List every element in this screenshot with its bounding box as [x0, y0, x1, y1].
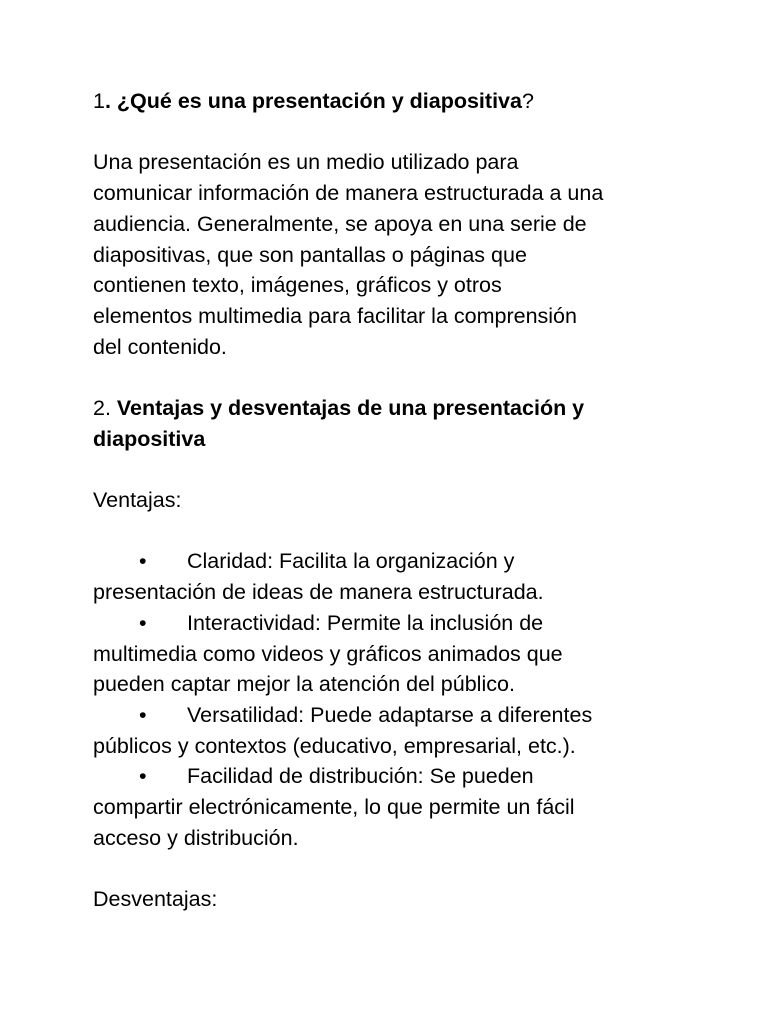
section1-title: . ¿Qué es una presentación y diapositiva	[104, 89, 522, 113]
bullet-icon: •	[139, 549, 147, 574]
advantages-label: Ventajas:	[93, 488, 182, 513]
bullet-icon: •	[139, 610, 147, 635]
list-item	[93, 761, 713, 853]
document-page	[93, 86, 713, 915]
list-item-line: pueden captar mejor la atención del público.	[93, 672, 515, 697]
list-item-first-line: Claridad: Facilita la organización y	[187, 549, 515, 574]
body-line: audiencia. Generalmente, se apoya en una serie de	[93, 211, 587, 236]
list-item	[93, 608, 713, 700]
list-item-first-line: Versatilidad: Puede adaptarse a diferentes	[187, 703, 593, 727]
list-item-line: compartir electrónicamente, lo que permite un fácil	[93, 795, 575, 820]
section2-heading	[93, 393, 713, 454]
body-line: comunicar información de manera estructurada a una	[93, 181, 604, 206]
body-line: Una presentación es un medio utilizado para	[93, 150, 519, 175]
list-item-first-line: Facilidad de distribución: Se pueden	[187, 764, 534, 789]
section2-number: 2.	[93, 396, 117, 420]
list-item-line: acceso y distribución.	[93, 825, 299, 850]
list-item-line: públicos y contextos (educativo, empresarial, etc.).	[93, 733, 576, 758]
section1-heading	[93, 86, 713, 117]
body-line: diapositivas, que son pantallas o páginas que	[93, 242, 527, 267]
advantages-list	[93, 546, 713, 853]
bullet-icon: •	[139, 703, 147, 727]
list-item-first-line: Interactividad: Permite la inclusión de	[187, 610, 544, 635]
body-line: contienen texto, imágenes, gráficos y otros	[93, 273, 502, 298]
list-item	[93, 546, 713, 607]
section2-title-line2: diapositiva	[93, 426, 206, 451]
list-item	[93, 700, 713, 761]
disadvantages-label: Desventajas:	[93, 887, 218, 912]
list-item-line: multimedia como videos y gráficos animados que	[93, 641, 563, 666]
bullet-icon: •	[139, 764, 147, 789]
section2-title-line1: Ventajas y desventajas de una presentación y	[116, 396, 585, 420]
section1-title-tail: ?	[521, 89, 534, 113]
section1-number: 1	[93, 89, 105, 113]
list-item-line: presentación de ideas de manera estructurada.	[93, 580, 544, 605]
body-line: elementos multimedia para facilitar la comprensión	[93, 303, 577, 328]
body-line: del contenido.	[93, 334, 227, 359]
section1-body	[93, 147, 713, 362]
